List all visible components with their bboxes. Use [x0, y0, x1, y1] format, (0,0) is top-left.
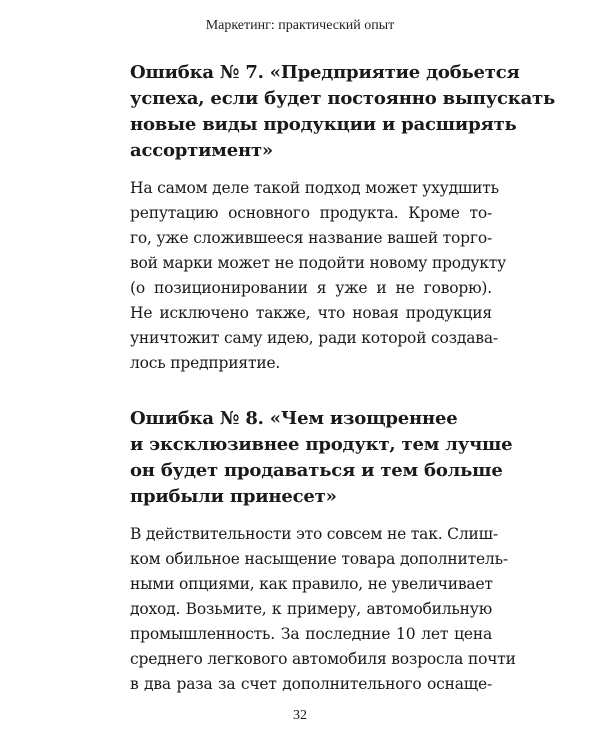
section-heading — [130, 406, 513, 510]
text-line: лось предприятие. — [130, 354, 281, 372]
heading-line: ассортимент» — [130, 140, 273, 161]
text-line: уничтожит саму идею, ради которой создава- — [130, 329, 498, 347]
body-paragraph — [130, 522, 516, 697]
section-heading — [130, 60, 556, 164]
text-line: среднего легкового автомобиля возросла почти — [130, 650, 516, 668]
text-line: ком обильное насыщение товара дополнитель- — [130, 550, 508, 568]
text-line: в два раза за счет дополнительного оснаще- — [130, 675, 492, 693]
heading-line: и эксклюзивнее продукт, тем лучше — [130, 434, 513, 455]
text-line: В действительности это совсем не так. Слиш- — [130, 525, 498, 543]
running-head: Маркетинг: практический опыт — [205, 18, 395, 33]
text-line: доход. Возьмите, к примеру, автомобильную — [130, 600, 492, 618]
heading-line: новые виды продукции и расширять — [130, 114, 517, 135]
text-line: го, уже сложившееся название вашей торго- — [130, 229, 492, 247]
heading-line: Ошибка № 7. «Предприятие добьется — [130, 62, 520, 83]
body-paragraph — [130, 176, 506, 376]
text-line: Не исключено также, что новая продукция — [130, 304, 492, 322]
text-line: ными опциями, как правило, не увеличивает — [130, 575, 493, 593]
heading-line: прибыли принесет» — [130, 486, 337, 507]
section-error-8 — [130, 406, 516, 697]
section-error-7 — [130, 60, 556, 376]
heading-line: он будет продаваться и тем больше — [130, 460, 503, 481]
page-number: 32 — [293, 708, 307, 723]
text-line: На самом деле такой подход может ухудшить — [130, 179, 499, 197]
text-line: вой марки может не подойти новому продукту — [130, 254, 506, 272]
text-line: (о позиционировании я уже и не говорю). — [130, 279, 492, 297]
page-content — [130, 60, 556, 697]
text-line: промышленность. За последние 10 лет цена — [130, 625, 492, 643]
heading-line: успеха, если будет постоянно выпускать — [130, 88, 556, 109]
text-line: репутацию основного продукта. Кроме то- — [130, 204, 492, 222]
heading-line: Ошибка № 8. «Чем изощреннее — [130, 408, 458, 429]
